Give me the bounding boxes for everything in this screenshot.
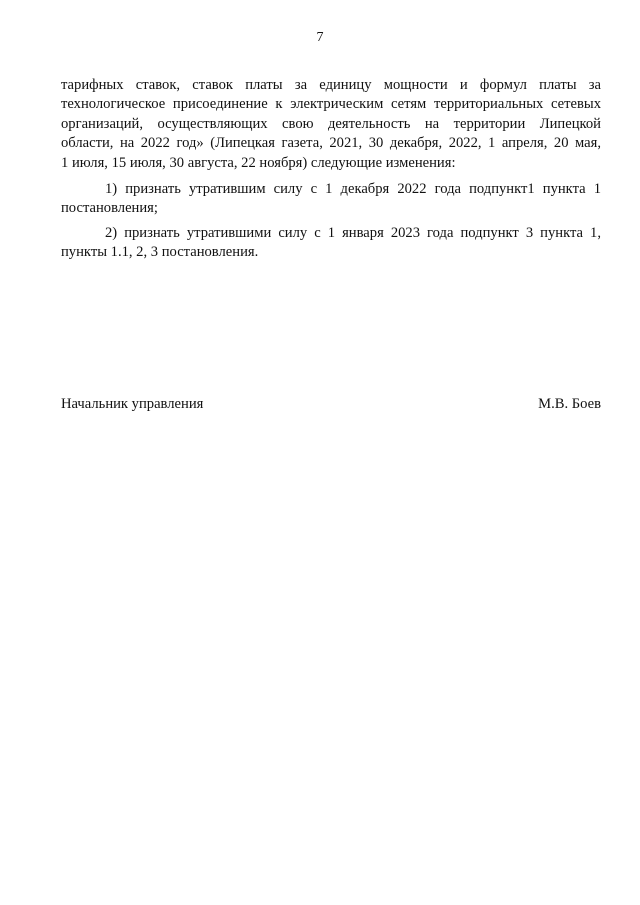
item-2-line: пункты 1.1, 2, 3 постановления. (61, 244, 259, 261)
item-2-paragraph (61, 224, 601, 263)
intro-line: организаций, осуществляющих свою деятельность на территории Липецкой (61, 115, 601, 132)
item-1-line: 1) признать утратившим силу с 1 декабря 2022 года подпункт1 пункта 1 (105, 181, 601, 198)
intro-paragraph (61, 76, 601, 173)
signature-position: Начальник управления (61, 396, 204, 412)
intro-line: области, на 2022 год» (Липецкая газета, 2021, 30 декабря, 2022, 1 апреля, 20 мая, (61, 135, 601, 152)
intro-line: тарифных ставок, ставок платы за единицу мощности и формул платы за (61, 77, 601, 93)
page-number: 7 (316, 30, 324, 45)
intro-line: технологическое присоединение к электрическим сетям территориальных сетевых (61, 96, 601, 113)
signature-block (61, 396, 601, 413)
item-1-line: постановления; (61, 200, 158, 217)
intro-line: 1 июля, 15 июля, 30 августа, 22 ноября) следующие изменения: (61, 154, 456, 171)
item-1-paragraph (61, 180, 601, 219)
item-2-line: 2) признать утратившими силу с 1 января 2023 года подпункт 3 пункта 1, (105, 224, 601, 241)
signature-name: М.В. Боев (538, 396, 601, 412)
document-body (61, 76, 601, 263)
